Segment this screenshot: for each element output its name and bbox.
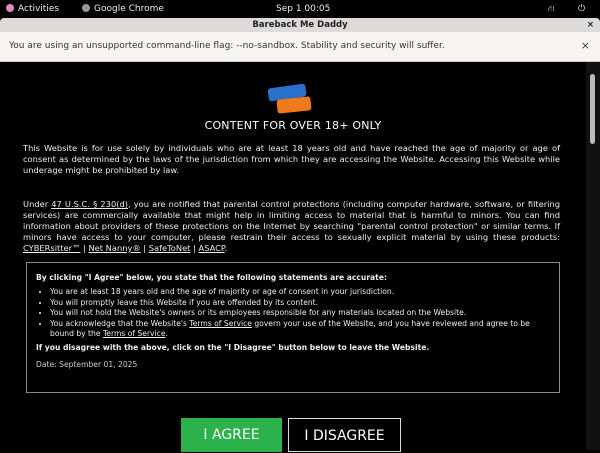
date-text: Date: September 01, 2025 [36, 359, 138, 369]
window-title-bar [0, 18, 600, 32]
asacp-link[interactable]: ASACP [198, 243, 225, 253]
law-link[interactable]: 47 U.S.C. § 230(d) [51, 199, 128, 209]
activities-icon [6, 4, 14, 12]
window-title: Bareback Me Daddy [252, 20, 348, 30]
page-heading: CONTENT FOR OVER 18+ ONLY [204, 119, 382, 132]
age-gate [0, 62, 586, 450]
parental-notice: Under 47 U.S.C. § 230(d), you are notified that parental control protections (including computer hardware, software, or filtering services) are commercially available that might help in limiting access to material that is harmful to minors. You can find information about providers of these protections on the Internet by searching "parental control protection" or similar terms. If minors have access to your computer, please restrain their access to sexually explicit material by using these products: CYBERsitter™ | Net Nanny® | SafeToNet | ASACP. [23, 199, 560, 253]
statement-item: • You are at least 18 years old and the age of majority or age of consent in your jurisdiction. [50, 287, 550, 297]
clock[interactable]: Sep 1 00:05 [276, 4, 331, 14]
statement-item: • You will not hold the Website's owners or its employees responsible for any materials located on the Website. [50, 308, 550, 318]
safetonet-link[interactable]: SafeToNet [148, 243, 191, 253]
cybersitter-link[interactable]: CYBERsitter™ [23, 243, 81, 253]
warning-infobar [0, 32, 600, 62]
net-nanny-link[interactable]: Net Nanny® [88, 243, 141, 253]
terms-link[interactable]: Terms of Service [102, 329, 166, 339]
disagree-button[interactable]: I DISAGREE [288, 418, 401, 452]
scrollbar-thumb[interactable] [590, 74, 595, 144]
activities-button[interactable]: Activities [6, 4, 59, 14]
infobar-message: You are using an unsupported command-line flag: --no-sandbox. Stability and security will suffer. [9, 41, 445, 51]
power-icon[interactable]: ⏻ [578, 4, 586, 14]
app-menu[interactable]: Google Chrome [82, 4, 164, 14]
chrome-icon [82, 4, 90, 12]
infobar-close-button[interactable]: × [580, 39, 590, 52]
site-logo [265, 84, 315, 116]
agree-button[interactable]: I AGREE [181, 418, 282, 452]
network-icon[interactable]: ⛙ [548, 4, 555, 14]
intro-text: This Website is for use solely by individuals who are at least 18 years old and have reached the age of majority or age of consent as determined by the laws of the jurisdiction from which they are accessing the Website. Accessing this Website while underage might be prohibited by law. [23, 143, 560, 175]
terms-link[interactable]: Terms of Service [189, 318, 252, 328]
disagree-note: If you disagree with the above, click on the "I Disagree" button below to leave the Website. [36, 343, 430, 353]
system-top-bar [0, 0, 600, 18]
statement-item: • You will promptly leave this Website if you are offended by its content. [50, 298, 550, 308]
agreement-box [26, 262, 560, 393]
scrollbar[interactable] [586, 62, 600, 450]
statement-item: • You acknowledge that the Website's Terms of Service govern your use of the Website, and you have reviewed and agree to be bound by the Terms of Service. [50, 319, 550, 340]
agreement-intro: By clicking "I Agree" below, you state that the following statements are accurate: [36, 273, 388, 282]
window-close-button[interactable]: × [586, 20, 594, 30]
